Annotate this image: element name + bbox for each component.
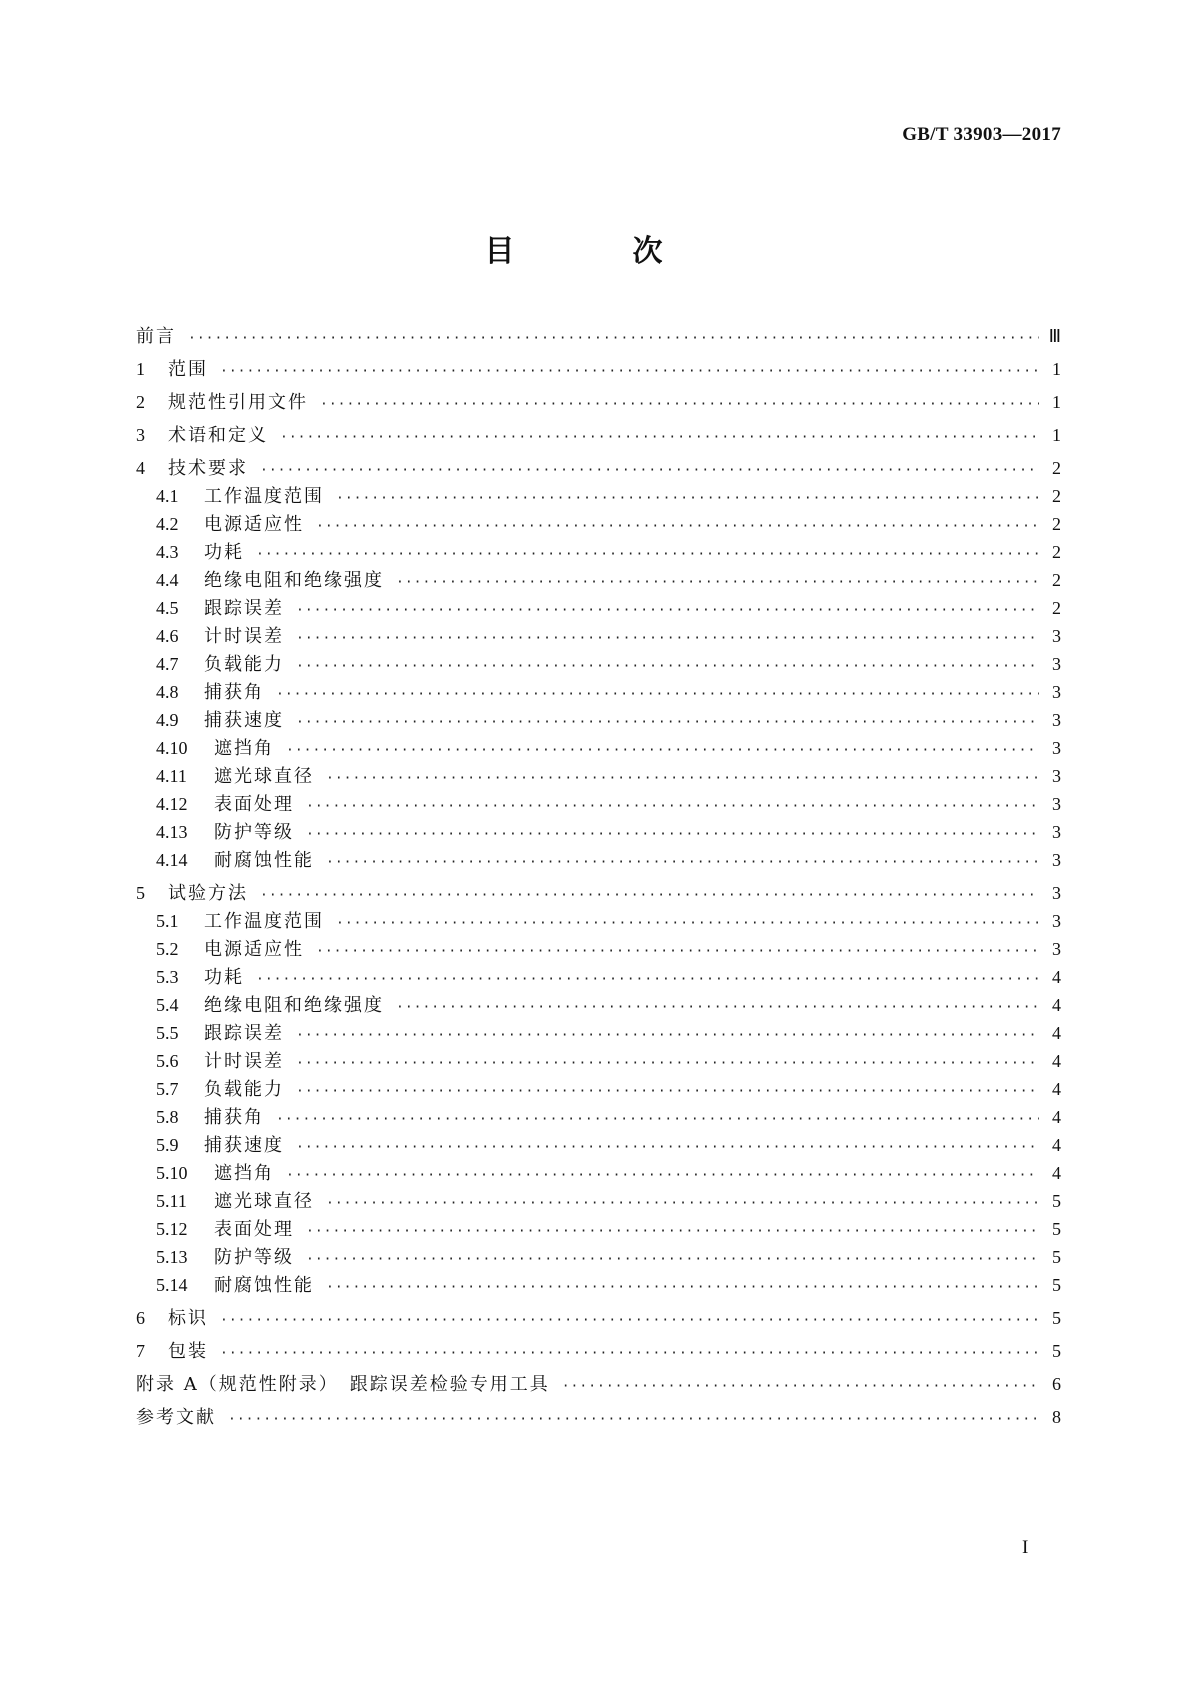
toc-entry[interactable] [136, 678, 1061, 706]
toc-entry-title: 术语和定义 [168, 425, 268, 446]
dot-leader [326, 855, 1039, 870]
dot-leader [316, 519, 1039, 534]
dot-leader [306, 1252, 1039, 1267]
toc-entry-title: 捕获速度 [204, 1135, 284, 1156]
dot-leader [260, 463, 1039, 478]
toc-entry-number: 5.8 [156, 1107, 179, 1127]
toc-entry-number: 4.2 [156, 514, 179, 534]
toc-entry[interactable] [136, 1019, 1061, 1047]
toc-entry-page: 3 [1052, 794, 1061, 814]
dot-leader [296, 715, 1039, 730]
toc-entry-title: 工作温度范围 [204, 486, 324, 507]
toc-entry-page: 3 [1052, 626, 1061, 646]
toc-entry[interactable] [136, 1187, 1061, 1215]
toc-entry-page: 4 [1052, 1079, 1061, 1099]
toc-entry[interactable] [136, 762, 1061, 790]
toc-entry[interactable] [136, 1047, 1061, 1075]
toc-entry-number: 5.12 [156, 1219, 188, 1239]
dot-leader [326, 1196, 1039, 1211]
toc-entry-page: 3 [1052, 850, 1061, 870]
toc-entry-number: 1 [136, 359, 145, 379]
toc-entry[interactable] [136, 1103, 1061, 1131]
toc-entry-title: 规范性引用文件 [168, 392, 308, 413]
dot-leader [336, 491, 1039, 506]
toc-entry[interactable] [136, 622, 1061, 650]
toc-entry-page: 5 [1052, 1191, 1061, 1211]
dot-leader [260, 888, 1039, 903]
toc-entry-page: 1 [1052, 359, 1061, 379]
toc-entry[interactable] [136, 482, 1061, 510]
toc-entry[interactable] [136, 1159, 1061, 1187]
toc-entry[interactable] [136, 1304, 1061, 1332]
toc-entry-title: 试验方法 [168, 883, 248, 904]
toc-entry-title: 前言 [136, 326, 176, 347]
toc-entry-page: 3 [1052, 822, 1061, 842]
toc-entry-page: 4 [1052, 1163, 1061, 1183]
toc-entry-title: 负载能力 [204, 654, 284, 675]
dot-leader [326, 771, 1039, 786]
dot-leader [396, 1000, 1039, 1015]
toc-entry[interactable] [136, 1271, 1061, 1299]
toc-entry[interactable] [136, 846, 1061, 874]
dot-leader [280, 430, 1039, 445]
toc-entry[interactable] [136, 388, 1061, 416]
page-number: I [1022, 1537, 1029, 1558]
toc-entry-number: 4 [136, 458, 145, 478]
dot-leader [256, 547, 1039, 562]
toc-entry[interactable] [136, 879, 1061, 907]
toc-entry-title: 遮挡角 [214, 1163, 274, 1184]
toc-entry-title: 耐腐蚀性能 [214, 850, 314, 871]
toc-entry-title: 遮光球直径 [214, 1191, 314, 1212]
dot-leader [296, 1028, 1039, 1043]
toc-entry-number: 4.1 [156, 486, 179, 506]
toc-entry-number: 4.5 [156, 598, 179, 618]
toc-entry[interactable] [136, 650, 1061, 678]
toc-entry-number: 4.8 [156, 682, 179, 702]
toc-entry-page: 2 [1052, 570, 1061, 590]
toc-entry-title: 标识 [168, 1308, 208, 1329]
toc-entry-page: 3 [1052, 911, 1061, 931]
dot-leader [220, 364, 1039, 379]
toc-entry-page: 4 [1052, 1135, 1061, 1155]
toc-entry[interactable] [136, 991, 1061, 1019]
toc-entry-page: 2 [1052, 542, 1061, 562]
dot-leader [296, 659, 1039, 674]
toc-entry-title: 包装 [168, 1341, 208, 1362]
toc-entry-title: 功耗 [204, 967, 244, 988]
toc-entry-title: 绝缘电阻和绝缘强度 [204, 995, 384, 1016]
toc-entry-number: 5.3 [156, 967, 179, 987]
toc-entry-title: 附录 A（规范性附录） 跟踪误差检验专用工具 [136, 1374, 550, 1395]
toc-entry-page: 3 [1052, 654, 1061, 674]
toc-entry[interactable] [136, 1403, 1061, 1431]
dot-leader [220, 1313, 1039, 1328]
dot-leader [296, 1056, 1039, 1071]
toc-entry-number: 4.14 [156, 850, 188, 870]
dot-leader [306, 1224, 1039, 1239]
dot-leader [326, 1280, 1039, 1295]
toc-entry-page: 2 [1052, 458, 1061, 478]
toc-entry-number: 4.7 [156, 654, 179, 674]
toc-entry[interactable] [136, 935, 1061, 963]
dot-leader [188, 331, 1039, 346]
toc-entry-title: 捕获角 [204, 682, 264, 703]
toc-entry[interactable] [136, 1215, 1061, 1243]
toc-entry-number: 5 [136, 883, 145, 903]
toc-entry-number: 5.7 [156, 1079, 179, 1099]
toc-entry-title: 绝缘电阻和绝缘强度 [204, 570, 384, 591]
toc-entry-number: 5.1 [156, 911, 179, 931]
toc-entry-title: 电源适应性 [204, 939, 304, 960]
dot-leader [296, 631, 1039, 646]
toc-entry-title: 捕获速度 [204, 710, 284, 731]
toc-entry-title: 防护等级 [214, 822, 294, 843]
toc-entry[interactable] [136, 1131, 1061, 1159]
toc-entry-page: Ⅲ [1048, 326, 1061, 346]
toc-entry-number: 4.12 [156, 794, 188, 814]
toc-entry-page: 5 [1052, 1219, 1061, 1239]
toc-entry[interactable] [136, 1075, 1061, 1103]
toc-entry-page: 1 [1052, 392, 1061, 412]
toc-entry-page: 8 [1052, 1407, 1061, 1427]
toc-entry-number: 6 [136, 1308, 145, 1328]
dot-leader [276, 687, 1039, 702]
toc-entry-number: 4.9 [156, 710, 179, 730]
page-title: 目 次 [484, 234, 707, 269]
document-code: GB/T 33903—2017 [902, 124, 1061, 145]
toc-entry-page: 3 [1052, 766, 1061, 786]
toc-entry-title: 表面处理 [214, 794, 294, 815]
toc-entry[interactable] [136, 510, 1061, 538]
toc-entry-title: 工作温度范围 [204, 911, 324, 932]
toc-entry-page: 3 [1052, 939, 1061, 959]
toc-entry-title: 电源适应性 [204, 514, 304, 535]
toc-entry-title: 计时误差 [204, 626, 284, 647]
toc-entry-page: 3 [1052, 710, 1061, 730]
toc-entry-page: 1 [1052, 425, 1061, 445]
toc-entry-page: 4 [1052, 1107, 1061, 1127]
toc-entry-title: 参考文献 [136, 1407, 216, 1428]
dot-leader [256, 972, 1039, 987]
dot-leader [296, 1140, 1039, 1155]
toc-entry-number: 5.11 [156, 1191, 187, 1211]
toc-entry-number: 4.3 [156, 542, 179, 562]
toc-entry-title: 防护等级 [214, 1247, 294, 1268]
toc-entry-number: 5.6 [156, 1051, 179, 1071]
toc-entry[interactable] [136, 566, 1061, 594]
toc-entry[interactable] [136, 322, 1061, 350]
toc-entry-page: 2 [1052, 486, 1061, 506]
toc-entry[interactable] [136, 1243, 1061, 1271]
dot-leader [286, 743, 1039, 758]
toc-entry[interactable] [136, 790, 1061, 818]
toc-entry-page: 3 [1052, 883, 1061, 903]
toc-entry-title: 范围 [168, 359, 208, 380]
toc-entry-number: 5.9 [156, 1135, 179, 1155]
toc-entry-page: 4 [1052, 1051, 1061, 1071]
dot-leader [220, 1346, 1039, 1361]
toc-entry[interactable] [136, 454, 1061, 482]
toc-entry-number: 5.13 [156, 1247, 188, 1267]
dot-leader [276, 1112, 1039, 1127]
dot-leader [316, 944, 1039, 959]
dot-leader [286, 1168, 1039, 1183]
dot-leader [336, 916, 1039, 931]
toc-entry-number: 7 [136, 1341, 145, 1361]
toc-entry-number: 2 [136, 392, 145, 412]
toc-entry-title: 负载能力 [204, 1079, 284, 1100]
toc-entry[interactable] [136, 706, 1061, 734]
toc-entry-page: 3 [1052, 738, 1061, 758]
toc-entry-page: 2 [1052, 514, 1061, 534]
toc-entry-title: 计时误差 [204, 1051, 284, 1072]
toc-entry-page: 6 [1052, 1374, 1061, 1394]
toc-entry-number: 4.11 [156, 766, 187, 786]
toc-entry-number: 5.4 [156, 995, 179, 1015]
toc-entry-page: 5 [1052, 1341, 1061, 1361]
toc-entry-title: 耐腐蚀性能 [214, 1275, 314, 1296]
toc-entry-title: 跟踪误差 [204, 1023, 284, 1044]
toc-entry-title: 跟踪误差 [204, 598, 284, 619]
dot-leader [228, 1412, 1039, 1427]
toc-entry[interactable] [136, 1337, 1061, 1365]
toc-entry-page: 5 [1052, 1247, 1061, 1267]
table-of-contents [136, 322, 1061, 1431]
toc-entry-page: 2 [1052, 598, 1061, 618]
toc-entry-number: 5.5 [156, 1023, 179, 1043]
toc-entry-title: 功耗 [204, 542, 244, 563]
toc-entry[interactable] [136, 355, 1061, 383]
dot-leader [296, 603, 1039, 618]
toc-entry-number: 4.13 [156, 822, 188, 842]
toc-entry[interactable] [136, 907, 1061, 935]
dot-leader [396, 575, 1039, 590]
toc-entry-title: 遮挡角 [214, 738, 274, 759]
toc-entry-page: 3 [1052, 682, 1061, 702]
toc-entry-page: 5 [1052, 1275, 1061, 1295]
toc-entry-title: 技术要求 [168, 458, 248, 479]
toc-entry-number: 4.10 [156, 738, 188, 758]
toc-entry-page: 4 [1052, 995, 1061, 1015]
toc-entry[interactable] [136, 594, 1061, 622]
toc-entry[interactable] [136, 818, 1061, 846]
toc-entry-title: 捕获角 [204, 1107, 264, 1128]
dot-leader [562, 1379, 1039, 1394]
toc-entry[interactable] [136, 538, 1061, 566]
toc-entry-page: 4 [1052, 967, 1061, 987]
toc-entry-number: 4.6 [156, 626, 179, 646]
toc-entry-number: 5.2 [156, 939, 179, 959]
dot-leader [306, 799, 1039, 814]
toc-entry-number: 5.14 [156, 1275, 188, 1295]
toc-entry-page: 4 [1052, 1023, 1061, 1043]
dot-leader [320, 397, 1039, 412]
toc-entry[interactable] [136, 734, 1061, 762]
toc-entry-page: 5 [1052, 1308, 1061, 1328]
toc-entry-title: 遮光球直径 [214, 766, 314, 787]
toc-entry[interactable] [136, 1370, 1061, 1398]
toc-entry[interactable] [136, 963, 1061, 991]
toc-entry-title: 表面处理 [214, 1219, 294, 1240]
dot-leader [296, 1084, 1039, 1099]
dot-leader [306, 827, 1039, 842]
toc-entry-number: 3 [136, 425, 145, 445]
toc-entry-number: 5.10 [156, 1163, 188, 1183]
toc-entry[interactable] [136, 421, 1061, 449]
toc-entry-number: 4.4 [156, 570, 179, 590]
